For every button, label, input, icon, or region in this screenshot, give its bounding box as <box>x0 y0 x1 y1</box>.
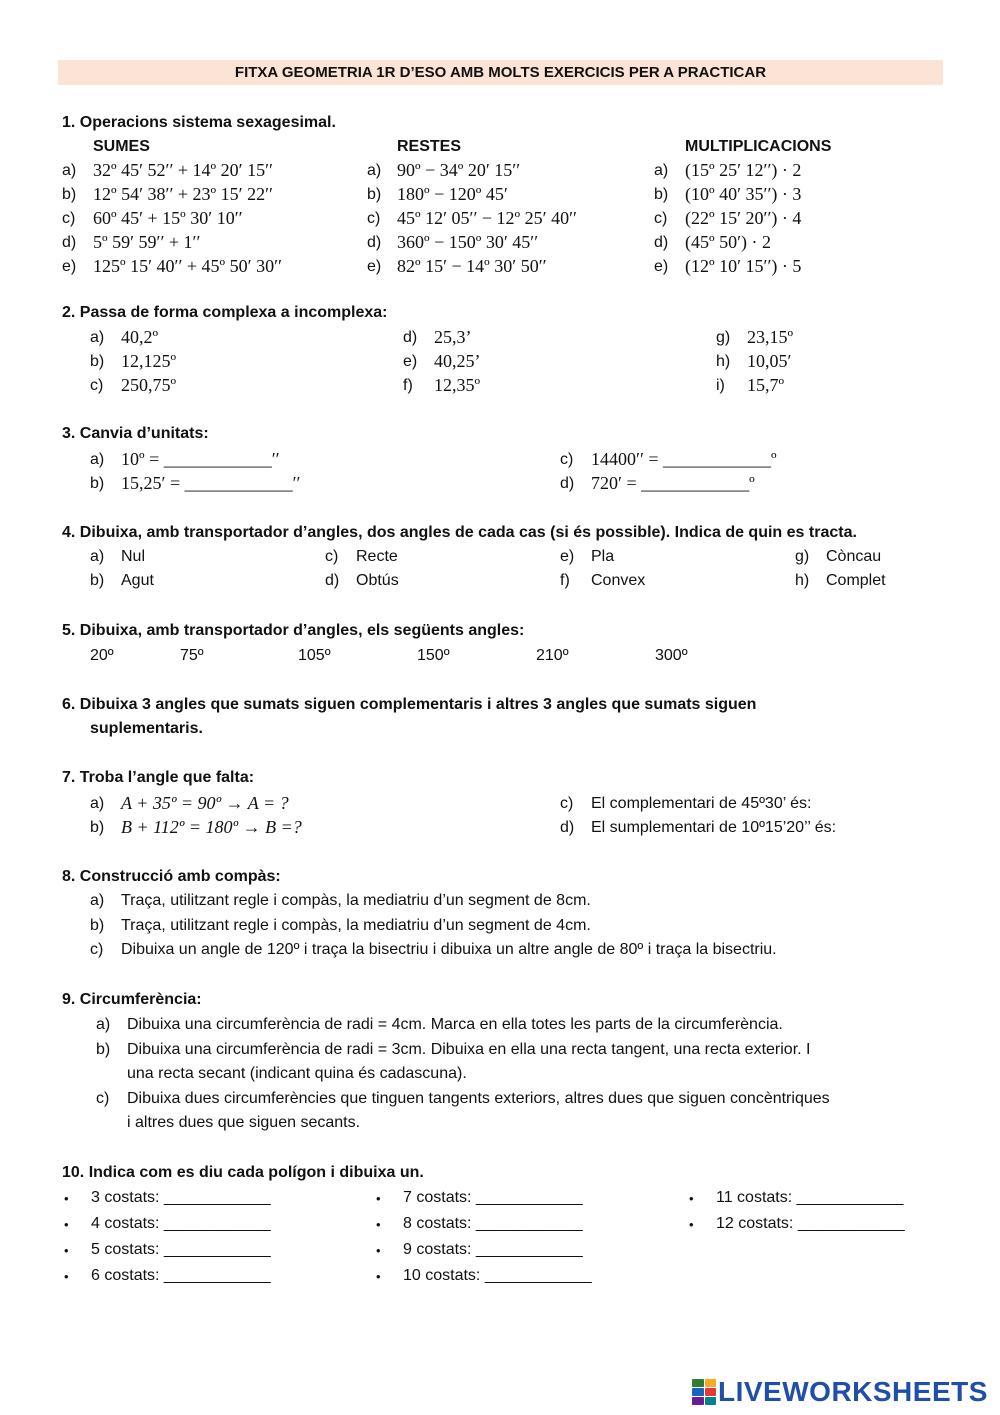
s10-item: 6 costats: ____________ <box>91 1267 271 1284</box>
bullet-icon: • <box>64 1243 69 1258</box>
s4-letter: b) <box>90 572 105 589</box>
s1-rest-d: 360º − 150º 30′ 45′′ <box>397 232 539 252</box>
s1-mult-e: (12º 10′ 15′′) · 5 <box>685 256 802 276</box>
s7-letter: d) <box>560 819 575 836</box>
s1-letter: d) <box>654 234 669 251</box>
page-title: FITXA GEOMETRIA 1R D’ESO AMB MOLTS EXERCICIS PER A PRACTICAR <box>58 60 943 85</box>
s2-letter: g) <box>716 329 731 346</box>
s1-letter: a) <box>367 162 382 179</box>
s1-rest-b: 180º − 120º 45′ <box>397 184 508 204</box>
s7-c: El complementari de 45º30’ és: <box>591 795 812 812</box>
s7-letter: c) <box>560 795 574 812</box>
bullet-icon: • <box>689 1191 694 1206</box>
bullet-icon: • <box>376 1269 381 1284</box>
s9-b1: Dibuixa una circumferència de radi = 3cm. Dibuixa en ella una recta tangent, una recta exterior. I <box>127 1041 811 1058</box>
s9-letter: c) <box>96 1090 110 1107</box>
s1-letter: e) <box>367 258 382 275</box>
s1-header-sumes: SUMES <box>93 138 150 155</box>
s10-item: 5 costats: ____________ <box>91 1241 271 1258</box>
s10-item: 10 costats: ____________ <box>403 1267 592 1284</box>
s2-letter: a) <box>90 329 105 346</box>
s8-letter: a) <box>90 892 105 909</box>
s1-mult-c: (22º 15′ 20′′) · 4 <box>685 208 802 228</box>
s8-letter: c) <box>90 941 104 958</box>
s3-letter: b) <box>90 475 105 492</box>
s9-c2: i altres dues que siguen secants. <box>127 1114 361 1131</box>
s1-letter: a) <box>62 162 77 179</box>
s1-letter: d) <box>62 234 77 251</box>
s10-item: 4 costats: ____________ <box>91 1215 271 1232</box>
s2-letter: b) <box>90 353 105 370</box>
s4-letter: d) <box>325 572 340 589</box>
s2-letter: h) <box>716 353 731 370</box>
s4-letter: a) <box>90 548 105 565</box>
s1-heading: 1. Operacions sistema sexagesimal. <box>62 114 336 131</box>
s2-letter: c) <box>90 377 104 394</box>
s1-letter: b) <box>367 186 382 203</box>
s2-value: 40,2º <box>121 327 159 347</box>
s9-c1: Dibuixa dues circumferències que tinguen tangents exteriors, altres dues que siguen concèntriques <box>127 1090 830 1107</box>
s1-sum-b: 12º 54′ 38′′ + 23º 15′ 22′′ <box>93 184 273 204</box>
s10-item: 3 costats: ____________ <box>91 1189 271 1206</box>
bullet-icon: • <box>64 1191 69 1206</box>
s4-item: Còncau <box>826 548 882 565</box>
s6-line1: 6. Dibuixa 3 angles que sumats siguen complementaris i altres 3 angles que sumats siguen <box>62 696 757 713</box>
bullet-icon: • <box>689 1217 694 1232</box>
s4-letter: c) <box>325 548 339 565</box>
s7-d: El sumplementari de 10º15’20’’ és: <box>591 819 837 836</box>
s1-rest-e: 82º 15′ − 14º 30′ 50′′ <box>397 256 547 276</box>
bullet-icon: • <box>376 1191 381 1206</box>
s2-value: 40,25’ <box>434 351 481 371</box>
s9-a: Dibuixa una circumferència de radi = 4cm. Marca en ella totes les parts de la circumferència. <box>127 1016 783 1033</box>
liveworksheets-logo-icon <box>692 1379 716 1405</box>
s1-sum-d: 5º 59′ 59′′ + 1′′ <box>93 232 201 252</box>
s9-heading: 9. Circumferència: <box>62 991 202 1008</box>
s4-item: Complet <box>826 572 886 589</box>
s3-d: 720′ = ____________º <box>591 473 755 493</box>
s1-sum-c: 60º 45′ + 15º 30′ 10′′ <box>93 208 243 228</box>
s3-b: 15,25′ = ____________′′ <box>121 473 301 493</box>
s7-heading: 7. Troba l’angle que falta: <box>62 769 255 786</box>
s1-sum-a: 32º 45′ 52′′ + 14º 20′ 15′′ <box>93 160 273 180</box>
s3-letter: d) <box>560 475 575 492</box>
s10-item: 7 costats: ____________ <box>403 1189 583 1206</box>
s4-letter: g) <box>795 548 810 565</box>
s4-letter: f) <box>560 572 570 589</box>
s7-letter: b) <box>90 819 105 836</box>
s10-item: 9 costats: ____________ <box>403 1241 583 1258</box>
s10-item: 12 costats: ____________ <box>716 1215 905 1232</box>
s4-letter: h) <box>795 572 810 589</box>
s1-rest-c: 45º 12′ 05′′ − 12º 25′ 40′′ <box>397 208 577 228</box>
s2-value: 23,15º <box>747 327 794 347</box>
s8-heading: 8. Construcció amb compàs: <box>62 868 281 885</box>
liveworksheets-logo-text: LIVEWORKSHEETS <box>718 1376 988 1407</box>
s1-rest-a: 90º − 34º 20′ 15′′ <box>397 160 521 180</box>
s4-item: Convex <box>591 572 646 589</box>
s3-c: 14400′′ = ____________º <box>591 449 777 469</box>
s2-value: 15,7º <box>747 375 785 395</box>
s3-letter: a) <box>90 451 105 468</box>
s5-angle: 150º <box>417 647 450 664</box>
s4-item: Nul <box>121 548 146 565</box>
s3-letter: c) <box>560 451 574 468</box>
s1-letter: c) <box>367 210 381 227</box>
s1-header-mult: MULTIPLICACIONS <box>685 138 832 155</box>
s1-letter: c) <box>62 210 76 227</box>
s1-mult-b: (10º 40′ 35′′) · 3 <box>685 184 802 204</box>
s8-a: Traça, utilitzant regle i compàs, la mediatriu d’un segment de 8cm. <box>121 892 591 909</box>
s1-letter: e) <box>654 258 669 275</box>
s4-heading: 4. Dibuixa, amb transportador d’angles, dos angles de cada cas (si és possible). Indica de quin es tracta. <box>62 524 857 541</box>
s1-mult-a: (15º 25′ 12′′) · 2 <box>685 160 802 180</box>
s5-angle: 105º <box>298 647 331 664</box>
s5-heading: 5. Dibuixa, amb transportador d’angles, els següents angles: <box>62 622 525 639</box>
s1-mult-d: (45º 50′) · 2 <box>685 232 772 252</box>
s7-a: A + 35º = 90º → A = ? <box>121 793 289 813</box>
s10-item: 8 costats: ____________ <box>403 1215 583 1232</box>
s4-item: Obtús <box>356 572 399 589</box>
s5-angle: 20º <box>90 647 114 664</box>
s1-header-restes: RESTES <box>397 138 462 155</box>
liveworksheets-logo <box>692 1376 988 1408</box>
s2-letter: e) <box>403 353 418 370</box>
bullet-icon: • <box>64 1217 69 1232</box>
s10-item: 11 costats: ____________ <box>716 1189 904 1206</box>
s7-b: B + 112º = 180º → B =? <box>121 817 302 837</box>
s5-angle: 300º <box>655 647 688 664</box>
s8-c: Dibuixa un angle de 120º i traça la bisectriu i dibuixa un altre angle de 80º i traça la bisectriu. <box>121 941 777 958</box>
s4-letter: e) <box>560 548 575 565</box>
s2-heading: 2. Passa de forma complexa a incomplexa: <box>62 304 388 321</box>
s3-a: 10º = ____________′′ <box>121 449 280 469</box>
s5-angle: 210º <box>536 647 569 664</box>
s9-letter: b) <box>96 1041 111 1058</box>
s2-letter: i) <box>716 377 725 394</box>
s8-b: Traça, utilitzant regle i compàs, la mediatriu d’un segment de 4cm. <box>121 917 591 934</box>
s2-value: 25,3’ <box>434 327 472 347</box>
s2-value: 12,125º <box>121 351 177 371</box>
bullet-icon: • <box>64 1269 69 1284</box>
s10-heading: 10. Indica com es diu cada polígon i dibuixa un. <box>62 1164 424 1181</box>
s1-sum-e: 125º 15′ 40′′ + 45º 50′ 30′′ <box>93 256 282 276</box>
s9-letter: a) <box>96 1016 111 1033</box>
s7-letter: a) <box>90 795 105 812</box>
s4-item: Recte <box>356 548 398 565</box>
s1-letter: c) <box>654 210 668 227</box>
s2-letter: f) <box>403 377 413 394</box>
s1-letter: e) <box>62 258 77 275</box>
s1-letter: b) <box>62 186 77 203</box>
s6-line2: suplementaris. <box>90 720 203 737</box>
s2-value: 10,05′ <box>747 351 792 371</box>
s1-letter: b) <box>654 186 669 203</box>
s2-value: 250,75º <box>121 375 177 395</box>
bullet-icon: • <box>376 1217 381 1232</box>
s1-letter: a) <box>654 162 669 179</box>
s9-b2: una recta secant (indicant quina és cadascuna). <box>127 1065 467 1082</box>
s1-letter: d) <box>367 234 382 251</box>
s2-value: 12,35º <box>434 375 481 395</box>
s4-item: Pla <box>591 548 615 565</box>
s2-letter: d) <box>403 329 418 346</box>
s8-letter: b) <box>90 917 105 934</box>
s3-heading: 3. Canvia d’unitats: <box>62 425 209 442</box>
s4-item: Agut <box>121 572 154 589</box>
s5-angle: 75º <box>180 647 204 664</box>
bullet-icon: • <box>376 1243 381 1258</box>
